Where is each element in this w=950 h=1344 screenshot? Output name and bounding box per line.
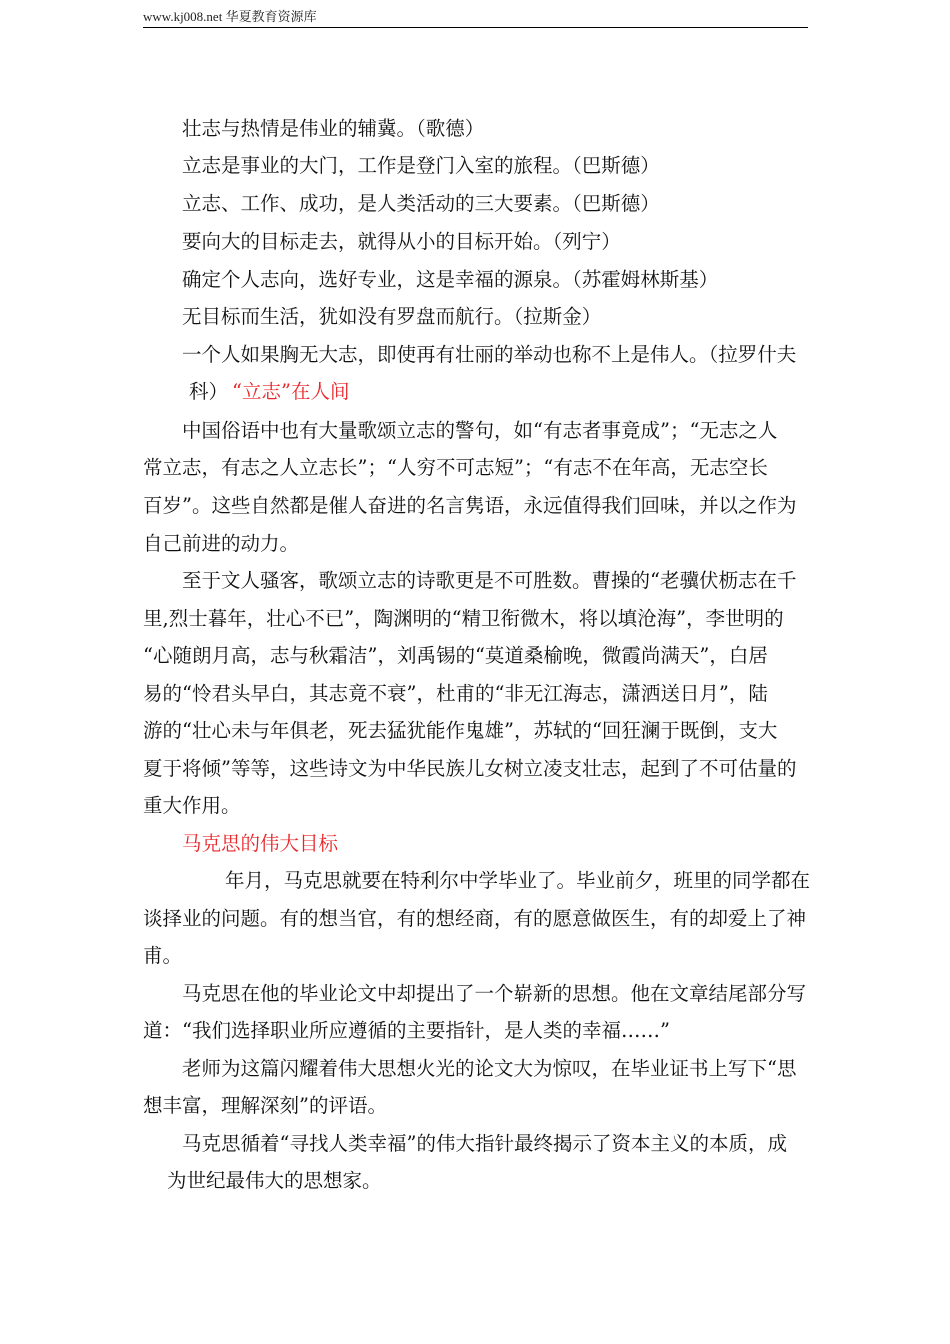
- quote-line: 一个人如果胸无大志，即使再有壮丽的举动也称不上是伟人。（拉罗什夫: [182, 343, 797, 366]
- section-heading: “立志”在人间: [232, 380, 350, 403]
- paragraph-line: 里,烈士暮年，壮心不已”，陶渊明的“精卫衔微木，将以填沧海”，李世明的: [143, 607, 784, 630]
- site-header: www.kj008.net 华夏教育资源库: [143, 9, 317, 24]
- quote-line: 壮志与热情是伟业的辅冀。（歌德）: [182, 117, 485, 140]
- paragraph-line: 百岁”。这些自然都是催人奋进的名言隽语，永远值得我们回味，并以之作为: [143, 494, 797, 517]
- quote-line: 无目标而生活，犹如没有罗盘而航行。（拉斯金）: [182, 305, 602, 328]
- paragraph-line: 至于文人骚客，歌颂立志的诗歌更是不可胜数。曹操的“老骥伏枥志在千: [182, 569, 797, 592]
- header-divider: [143, 27, 808, 28]
- section-heading: 马克思的伟大目标: [182, 832, 339, 855]
- paragraph-line: 甫。: [143, 944, 183, 967]
- quote-line: 要向大的目标走去，就得从小的目标开始。（列宁）: [182, 230, 621, 253]
- paragraph-line: 常立志，有志之人立志长”；“人穷不可志短”；“有志不在年高，无志空长: [143, 456, 768, 479]
- paragraph-line: 想丰富，理解深刻”的评语。: [143, 1094, 387, 1117]
- quote-line-wrap: 科）: [189, 380, 229, 403]
- paragraph-line: 马克思循着“寻找人类幸福”的伟大指针最终揭示了资本主义的本质，成: [182, 1132, 787, 1155]
- paragraph-line: 自己前进的动力。: [143, 532, 300, 555]
- paragraph-line: 重大作用。: [143, 794, 241, 817]
- paragraph-line: 为世纪最伟大的思想家。: [167, 1169, 382, 1192]
- quote-line: 确定个人志向，选好专业，这是幸福的源泉。（苏霍姆林斯基）: [182, 268, 719, 291]
- paragraph-line: 易的“怜君头早白，其志竟不衰”，杜甫的“非无江海志，潇洒送日月”，陆: [143, 682, 768, 705]
- paragraph-line: 年月，马克思就要在特利尔中学毕业了。毕业前夕，班里的同学都在: [225, 869, 811, 892]
- paragraph-line: “心随朗月高，志与秋霜洁”，刘禹锡的“莫道桑榆晚，微霞尚满天”，白居: [143, 644, 768, 667]
- paragraph-line: 中国俗语中也有大量歌颂立志的警句，如“有志者事竟成”；“无志之人: [182, 419, 778, 442]
- quote-line: 立志、工作、成功，是人类活动的三大要素。（巴斯德）: [182, 192, 660, 215]
- paragraph-line: 谈择业的问题。有的想当官，有的想经商，有的愿意做医生，有的却爱上了神: [143, 907, 807, 930]
- paragraph-line: 夏于将倾”等等，这些诗文为中华民族儿女树立凌支壮志，起到了不可估量的: [143, 757, 797, 780]
- paragraph-line: 马克思在他的毕业论文中却提出了一个崭新的思想。他在文章结尾部分写: [182, 982, 807, 1005]
- paragraph-line: 老师为这篇闪耀着伟大思想火光的论文大为惊叹，在毕业证书上写下“思: [182, 1057, 797, 1080]
- paragraph-line: 道：“我们选择职业所应遵循的主要指针，是人类的幸福……”: [143, 1019, 670, 1042]
- paragraph-line: 游的“壮心未与年俱老，死去猛犹能作鬼雄”，苏轼的“回狂澜于既倒，支大: [143, 719, 778, 742]
- quote-line: 立志是事业的大门，工作是登门入室的旅程。（巴斯德）: [182, 154, 660, 177]
